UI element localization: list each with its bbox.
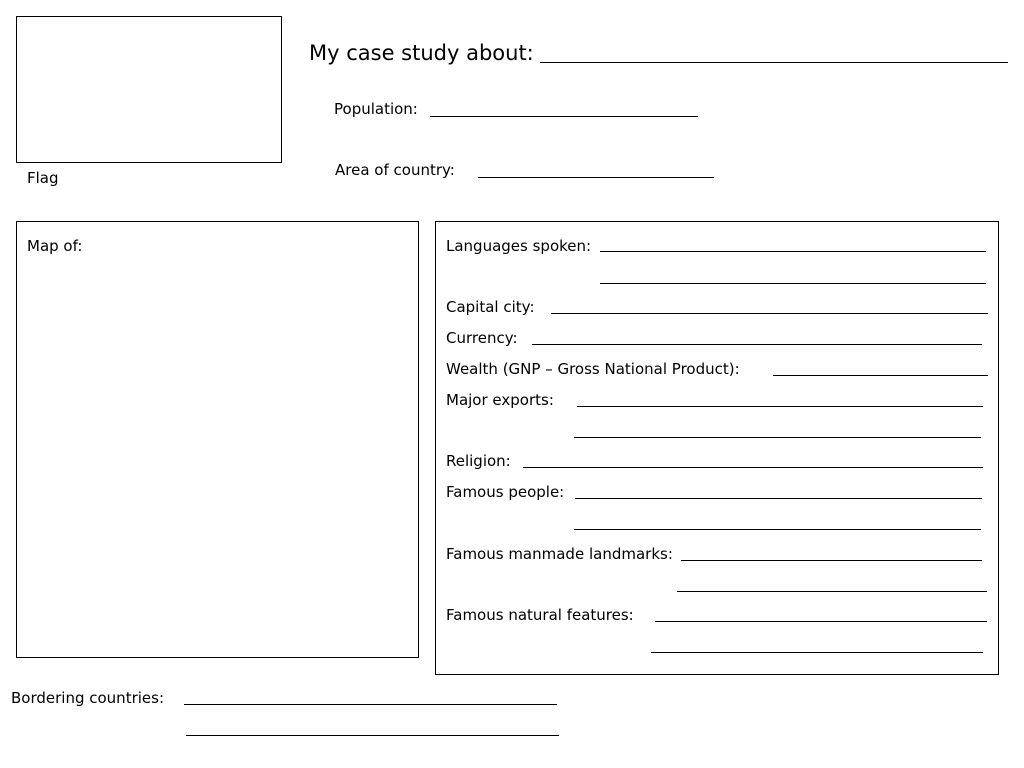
flag-box [16,16,282,163]
natural-features-label: Famous natural features: [446,606,634,624]
landmarks-line-2[interactable] [677,591,987,592]
exports-label: Major exports: [446,391,554,409]
exports-line-1[interactable] [577,406,983,407]
languages-line-1[interactable] [600,251,986,252]
wealth-line[interactable] [773,375,988,376]
religion-line[interactable] [523,467,983,468]
area-label: Area of country: [335,161,455,179]
religion-label: Religion: [446,452,511,470]
exports-line-2[interactable] [574,437,981,438]
map-label: Map of: [27,237,83,255]
population-label: Population: [334,100,418,118]
area-line[interactable] [478,177,714,178]
case-study-title-label: My case study about: [309,41,534,65]
currency-label: Currency: [446,329,518,347]
map-box [16,221,419,658]
famous-people-line-2[interactable] [574,529,981,530]
capital-line[interactable] [551,313,988,314]
languages-line-2[interactable] [600,283,986,284]
landmarks-label: Famous manmade landmarks: [446,545,673,563]
capital-label: Capital city: [446,298,535,316]
famous-people-line-1[interactable] [575,498,982,499]
bordering-countries-line-1[interactable] [184,704,557,705]
population-line[interactable] [430,116,698,117]
currency-line[interactable] [532,344,982,345]
wealth-label: Wealth (GNP – Gross National Product): [446,360,740,378]
languages-label: Languages spoken: [446,237,592,255]
case-study-title-line[interactable] [540,62,1008,63]
bordering-countries-line-2[interactable] [186,735,559,736]
natural-features-line-1[interactable] [655,621,987,622]
flag-caption: Flag [27,169,59,187]
famous-people-label: Famous people: [446,483,565,501]
landmarks-line-1[interactable] [681,560,982,561]
natural-features-line-2[interactable] [651,652,983,653]
bordering-countries-label: Bordering countries: [11,689,165,707]
